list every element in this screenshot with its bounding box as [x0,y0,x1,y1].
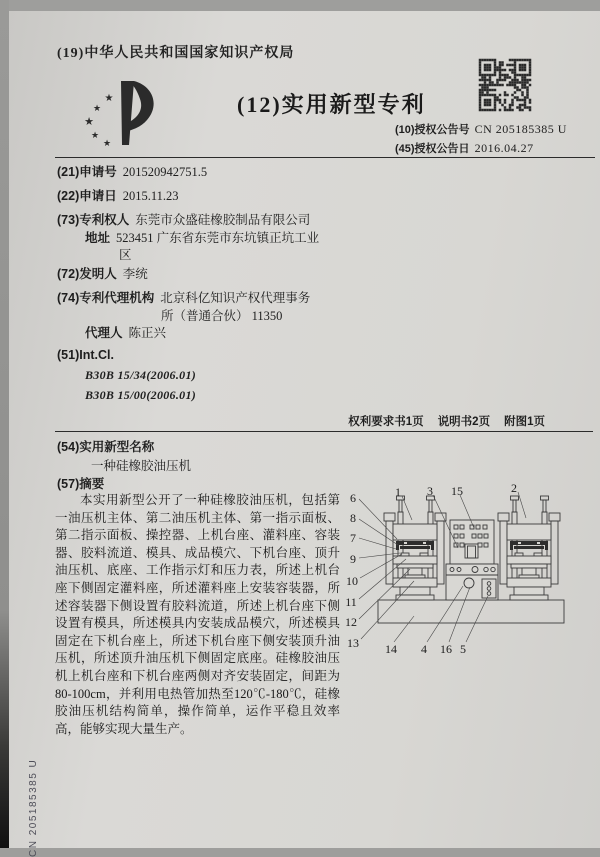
qr-code [478,58,532,112]
application-number-row [57,162,207,180]
section-divider [55,431,593,432]
abstract-label: (57)摘要 [57,477,105,491]
figure-callout-number: 15 [451,484,463,498]
inventor-row [57,264,148,282]
application-date-label: (22)申请日 [57,189,117,203]
inventor-label: (72)发明人 [57,267,117,281]
address-label: 地址 [85,231,111,245]
intcl-label: (51)Int.Cl. [57,348,114,362]
abstract-label-row [57,474,104,492]
utility-name-label-row [57,437,154,455]
figure-callout-number: 10 [346,574,358,588]
figure-control-console [446,520,498,600]
publication-date-value: 2016.04.27 [474,141,534,155]
figure-callout-number: 11 [345,595,357,609]
svg-text:★: ★ [84,115,94,128]
figure-leader-line [402,496,412,520]
figure-leader-line [359,519,398,545]
figure-leader-line [359,499,397,539]
pages-note [334,413,545,429]
publication-date-row [395,140,534,156]
header-divider [55,157,595,158]
figure-callout-number: 6 [350,491,356,505]
figure-callout-number: 1 [395,485,401,499]
agent-row [85,323,166,341]
figure-leader-line [361,581,414,639]
patent-drawing-figure [336,468,594,673]
photo-edge-shadow [0,0,9,848]
claims-pages: 权利要求书1页 [348,416,424,428]
publication-date-label: (45)授权公告日 [395,143,470,155]
figure-callout-number: 7 [350,531,356,545]
description-pages: 说明书2页 [437,416,491,428]
figure-callouts [345,481,526,656]
svg-text:★: ★ [102,139,112,149]
figure-leader-line [466,596,488,642]
agency-wrap-value: 所（普通合伙） 11350 [161,309,283,323]
application-number-label: (21)申请号 [57,165,117,179]
figure-callout-number: 8 [350,511,356,525]
address-row [85,228,319,246]
agency-wrap-row [155,306,282,324]
svg-text:★: ★ [90,131,100,141]
address-value: 523451 广东省东莞市东坑镇正坑工业 [116,231,320,245]
figure-leader-line [360,554,402,578]
figure-callout-number: 3 [427,484,433,498]
patent-document-page [9,11,600,857]
application-date-row [57,186,179,204]
figure-callout-number: 12 [345,615,357,629]
agency-row [57,288,310,306]
utility-name-value: 一种硅橡胶油压机 [91,459,192,473]
intcl-row [57,348,114,363]
utility-name-label: (54)实用新型名称 [57,440,155,454]
agency-label: (74)专利代理机构 [57,291,155,305]
figure-callout-number: 9 [350,552,356,566]
svg-text:★: ★ [92,104,102,114]
address-wrap-row [113,245,132,263]
patentee-label: (73)专利权人 [57,213,130,227]
figure-right-press [498,496,560,600]
inventor-value: 李统 [122,267,148,281]
figure-callout-number: 14 [385,642,397,656]
patentee-value: 东莞市众盛硅橡胶制品有限公司 [135,213,311,227]
intcl-entry: B30B 15/34(2006.01) [85,368,197,382]
document-kind-title: (12)实用新型专利 [237,92,426,117]
agent-value: 陈正兴 [128,326,167,340]
spine-code: CN 205185385 U [28,758,39,857]
figure-callout-number: 4 [421,642,427,656]
abstract-text: 本实用新型公开了一种硅橡胶油压机，包括第一油压机主体、第二油压机主体、第一指示面板、第二指示面板、操控器、上机台座、灌料座、容装器、胶料流道、模具、成品模穴、下机台座、顶升油压机、底座、工作指示灯和压力表，所述上机台座下侧固定灌料座，所述灌料座上安装容装器，所述容装器下侧设置有胶料流道，所述上机台座下侧设置有模具，所述模具内安装成品模穴，所述模具固定在下机台座上，所述下机台座下侧安装顶升油压机，所述顶升油压机下侧固定底座。硅橡胶油压机上机台座和下机台座两侧对齐安装固定，间距为80-100cm，并利用电热管加热至120℃-180℃，硅橡胶油压机结构简单，操作简单，运作平稳且效率高，能够实现大量生产。 [55,493,340,736]
figure-callout-number: 16 [440,642,452,656]
figure-callout-number: 5 [460,642,466,656]
figure-leader-line [394,616,414,642]
publication-number-row [395,121,567,137]
utility-name-row [85,456,191,474]
patentee-row [57,210,310,228]
drawings-pages: 附图1页 [504,416,545,428]
application-date-value: 2015.11.23 [122,189,179,203]
cnipa-logo-icon [71,77,175,159]
figure-callout-number: 2 [511,481,517,495]
application-number-value: 201520942751.5 [122,165,208,179]
figure-leader-line [518,492,526,518]
publication-number-label: (10)授权公告号 [395,124,470,136]
agent-label: 代理人 [85,326,123,340]
figure-callout-number: 13 [347,636,359,650]
office-line: (19)中华人民共和国国家知识产权局 [57,46,295,61]
svg-text:★: ★ [104,93,114,104]
figure-base-platform [378,600,564,623]
figure-leader-line [427,586,463,642]
address-wrap-value: 区 [119,248,132,262]
intcl-entry: B30B 15/00(2006.01) [85,388,197,402]
publication-number-value: CN 205185385 U [474,122,567,136]
agency-value: 北京科亿知识产权代理事务 [160,291,311,305]
